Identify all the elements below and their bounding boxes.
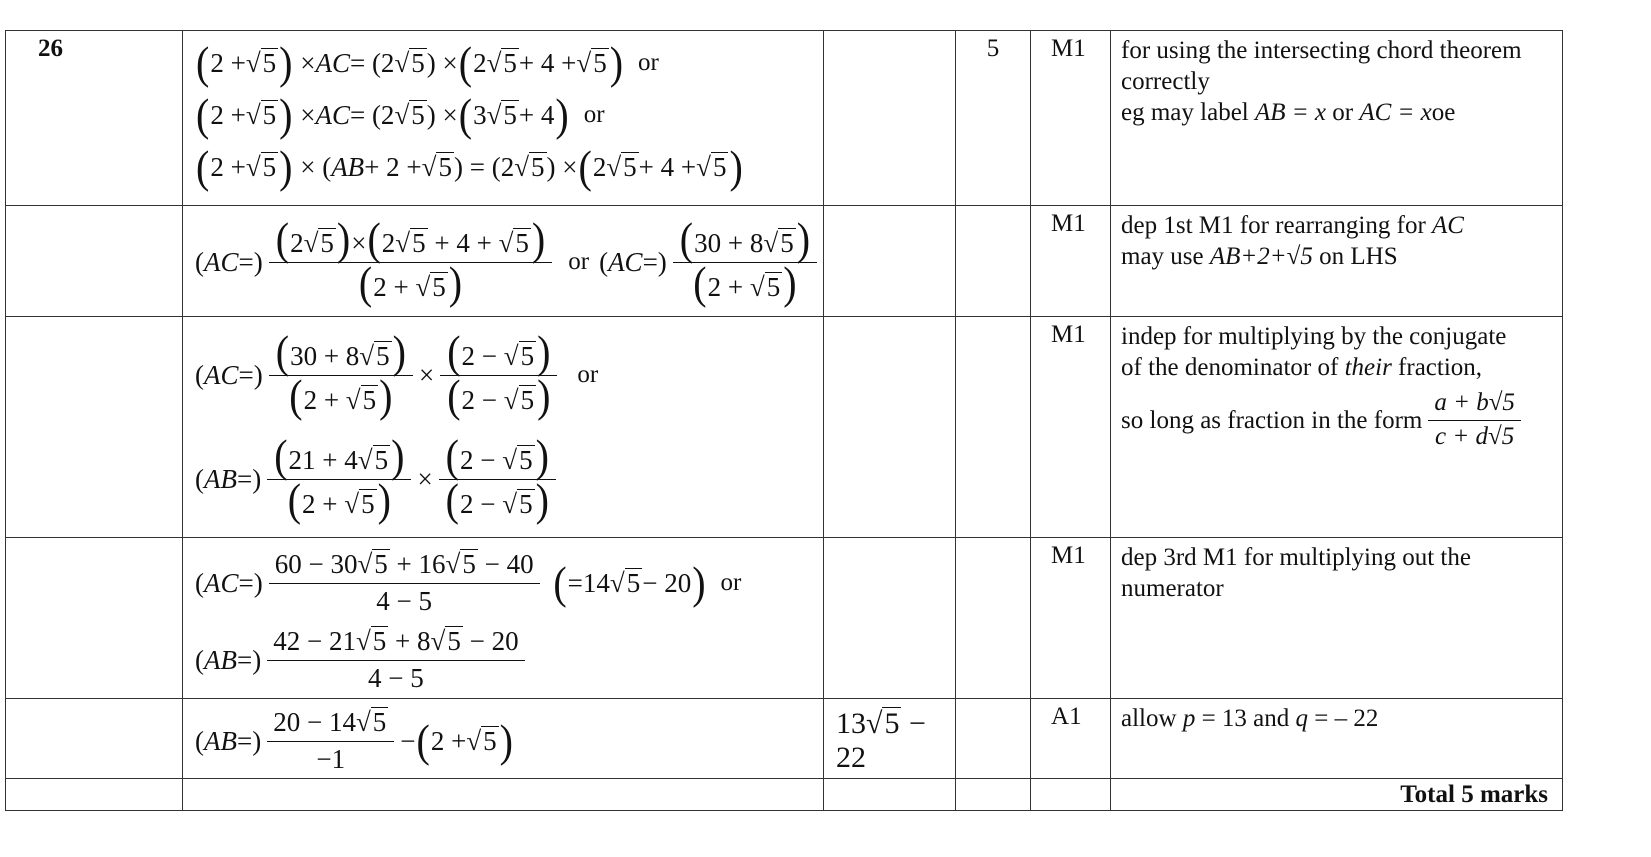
- or-label: or: [568, 248, 590, 275]
- question-number: 26: [6, 31, 183, 206]
- marks-cell-empty: [956, 206, 1031, 317]
- working-line: ( AC =) $\frac{(30 + 8√5)}{(2 + √5)}$ × $\frac{(2 - √5)}{(2 - √5)}$ or: [195, 325, 599, 421]
- guidance-text: so long as fraction in the form $\frac{a + b√5}{c + d√5}$: [1121, 387, 1552, 453]
- guidance-text: eg may label AB = x or AC = xoe: [1121, 99, 1456, 126]
- mark-code: M1: [1031, 317, 1111, 538]
- or-label: or: [577, 361, 599, 388]
- working-line: ( 2 + √5 ) × ( AB + 2 + √5 ) = (2 √5 ) × ( 2 √5 + 4 + √5 ): [196, 140, 743, 193]
- guidance-cell: [1111, 31, 1563, 206]
- empty-cell: [956, 779, 1031, 811]
- answer-cell-empty: [824, 206, 956, 317]
- empty-cell: [824, 779, 956, 811]
- table-row: [6, 317, 1563, 538]
- table-row-total: [6, 779, 1563, 811]
- guidance-cell: [1111, 206, 1563, 317]
- working-line: ( AB =) $\frac{(21 + 4√5)}{(2 + √5)}$ × $\frac{(2 - √5)}{(2 - √5)}$: [195, 427, 823, 531]
- mark-scheme-table: [5, 30, 1563, 811]
- question-marks: 5: [956, 31, 1031, 206]
- table-row: [6, 699, 1563, 779]
- guidance-cell: [1111, 699, 1563, 779]
- working-line: ( 2 + √5 ) × AC = (2 √5 ) × ( 3 √5 + 4 ) or: [196, 88, 605, 141]
- empty-cell: [6, 779, 183, 811]
- guidance-text: allow p = 13 and q = – 22: [1121, 705, 1379, 732]
- guidance-text: of the denominator of their fraction,: [1121, 354, 1483, 381]
- table-row: [6, 538, 1563, 699]
- answer-cell-empty: [824, 538, 956, 699]
- mark-code: A1: [1031, 699, 1111, 779]
- guidance-cell: [1111, 317, 1563, 538]
- guidance-text: for using the intersecting chord theorem: [1121, 37, 1522, 64]
- working-cell-4: [183, 538, 824, 699]
- empty-cell: [1031, 779, 1111, 811]
- or-label: or: [583, 101, 605, 128]
- guidance-text: indep for multiplying by the conjugate: [1121, 323, 1507, 350]
- answer-cell-empty: [824, 31, 956, 206]
- marks-cell-empty: [956, 317, 1031, 538]
- or-label: or: [638, 49, 659, 76]
- working-line: ( AC =) $\frac{60 - 30√5 + 16√5 - 40}{4 - 5}$ ( =14 √5 − 20 ) or: [195, 549, 742, 616]
- mark-code: M1: [1031, 206, 1111, 317]
- guidance-cell: [1111, 538, 1563, 699]
- guidance-text: dep 3rd M1 for multiplying out the: [1121, 544, 1471, 571]
- mark-code: M1: [1031, 31, 1111, 206]
- working-line: ( AB =) $\frac{20 - 14√5}{-1}$ − ( 2 + √5 ): [195, 707, 513, 774]
- working-line: ( AB =) $\frac{42 - 21√5 + 8√5 - 20}{4 - 5}$: [195, 622, 823, 698]
- mark-code: M1: [1031, 538, 1111, 699]
- empty-cell: [6, 699, 183, 779]
- table-row: [6, 31, 1563, 206]
- guidance-text: dep 1st M1 for rearranging for AC: [1121, 212, 1464, 239]
- working-cell-5: [183, 699, 824, 779]
- empty-cell: [6, 317, 183, 538]
- working-line: ( 2 + √5 ) × AC = (2 √5 ) × ( 2 √5 + 4 + √5 ) or: [196, 36, 659, 89]
- working-cell-2: [183, 206, 824, 317]
- empty-cell: [6, 206, 183, 317]
- guidance-text: correctly: [1121, 68, 1210, 95]
- empty-cell: [6, 538, 183, 699]
- answer-cell-empty: [824, 317, 956, 538]
- guidance-text: may use AB+2+√5 on LHS: [1121, 243, 1398, 270]
- guidance-text: numerator: [1121, 575, 1224, 602]
- working-cell-1: [183, 31, 824, 206]
- working-cell-3: [183, 317, 824, 538]
- table-row: [6, 206, 1563, 317]
- final-answer: 13√5 − 22: [824, 699, 956, 779]
- total-marks: Total 5 marks: [1111, 779, 1563, 811]
- working-line: ( AC =) $\frac{(2√5)\times(2√5 + 4 + √5)}{(2 + √5)}$ or ( AC =) $\frac{(30 + 8√5)}{(2 + √5)}$: [195, 212, 823, 312]
- empty-cell: [183, 779, 824, 811]
- or-label: or: [720, 569, 742, 596]
- marks-cell-empty: [956, 538, 1031, 699]
- marks-cell-empty: [956, 699, 1031, 779]
